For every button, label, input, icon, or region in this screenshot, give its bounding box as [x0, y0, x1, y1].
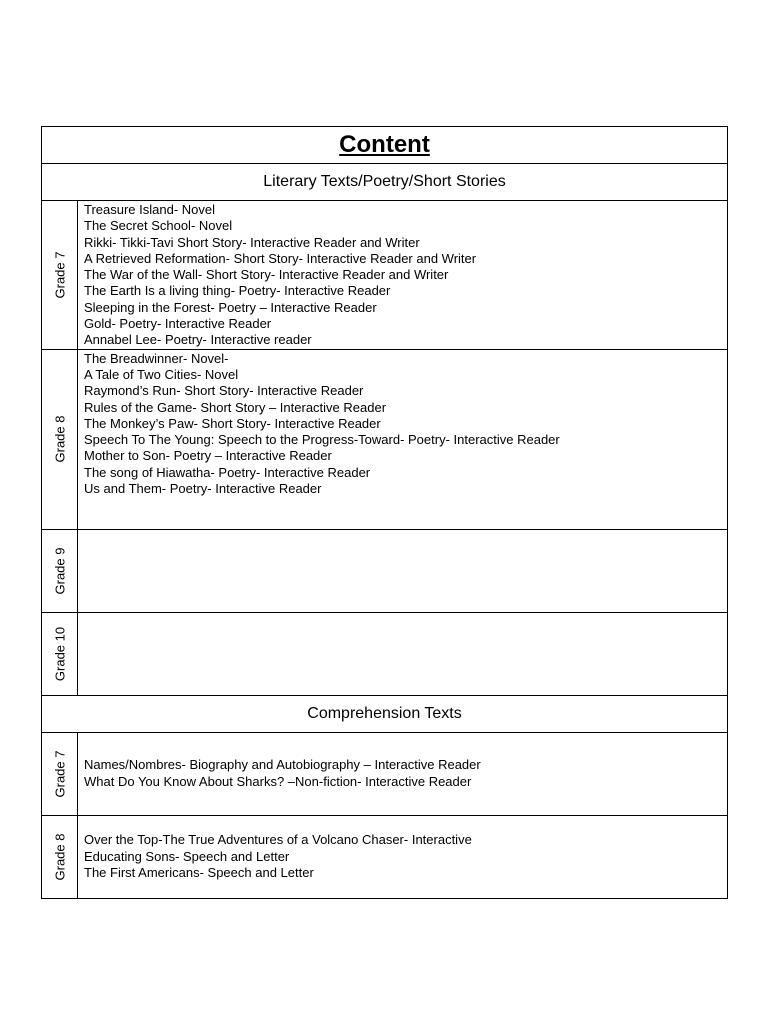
list-item: Names/Nombres- Biography and Autobiography – Interactive Reader — [84, 757, 481, 773]
grade-label: Grade 10 — [52, 626, 67, 681]
list-item: A Retrieved Reformation- Short Story- Interactive Reader and Writer — [84, 250, 477, 266]
list-item: Speech To The Young: Speech to the Progress-Toward- Poetry- Interactive Reader — [84, 432, 560, 448]
section-heading-row — [42, 695, 728, 732]
list-item: The Secret School- Novel — [84, 218, 233, 234]
grade-row-comprehension-grade-8 — [42, 815, 728, 898]
grade-label-cell — [42, 349, 78, 529]
grade-items-cell — [78, 201, 728, 350]
list-item: Us and Them- Poetry- Interactive Reader — [84, 481, 322, 497]
list-item: The Monkey’s Paw- Short Story- Interactive Reader — [84, 415, 381, 431]
list-item: Mother to Son- Poetry – Interactive Reader — [84, 448, 332, 464]
list-item: Annabel Lee- Poetry- Interactive reader — [84, 332, 312, 348]
grade-items-cell — [78, 815, 728, 898]
grade-label: Grade 7 — [52, 251, 67, 299]
section-heading-row — [42, 164, 728, 201]
list-item: Sleeping in the Forest- Poetry – Interactive Reader — [84, 299, 377, 315]
grade-items-cell — [78, 349, 728, 529]
list-item: Over the Top-The True Adventures of a Volcano Chaser- Interactive — [84, 832, 472, 848]
grade-row-literary-grade-10 — [42, 612, 728, 695]
grade-row-comprehension-grade-7 — [42, 732, 728, 815]
grade-label-cell — [42, 815, 78, 898]
list-item: Rikki- Tikki-Tavi Short Story- Interactive Reader and Writer — [84, 234, 420, 250]
grade-label-cell — [42, 732, 78, 815]
grade-row-literary-grade-8 — [42, 349, 728, 529]
list-item: The First Americans- Speech and Letter — [84, 864, 314, 880]
grade-label-cell — [42, 201, 78, 350]
title-row — [42, 127, 728, 164]
grade-row-literary-grade-7 — [42, 201, 728, 350]
grade-label: Grade 7 — [52, 750, 67, 798]
list-item: What Do You Know About Sharks? –Non-fiction- Interactive Reader — [84, 773, 472, 789]
grade-row-literary-grade-9 — [42, 529, 728, 612]
list-item: Gold- Poetry- Interactive Reader — [84, 316, 272, 332]
section-heading-comprehension: Comprehension Texts — [42, 695, 728, 732]
list-item: The War of the Wall- Short Story- Interactive Reader and Writer — [84, 267, 449, 283]
list-item: A Tale of Two Cities- Novel — [84, 366, 239, 382]
section-heading-literary: Literary Texts/Poetry/Short Stories — [42, 164, 728, 201]
content-table — [41, 126, 728, 899]
grade-label: Grade 8 — [52, 415, 67, 463]
grade-label: Grade 8 — [52, 833, 67, 881]
grade-label-cell — [42, 612, 78, 695]
grade-items-cell — [78, 732, 728, 815]
grade-label: Grade 9 — [52, 547, 67, 595]
list-item: The Breadwinner- Novel- — [84, 350, 229, 366]
list-item: The song of Hiawatha- Poetry- Interactive Reader — [84, 464, 371, 480]
list-item: Raymond’s Run- Short Story- Interactive Reader — [84, 383, 364, 399]
document-title: Content — [42, 127, 728, 164]
list-item: Treasure Island- Novel — [84, 202, 216, 217]
list-item: Educating Sons- Speech and Letter — [84, 848, 290, 864]
grade-items-cell — [78, 612, 728, 695]
list-item: The Earth Is a living thing- Poetry- Interactive Reader — [84, 283, 391, 299]
list-item: Rules of the Game- Short Story – Interactive Reader — [84, 399, 387, 415]
grade-label-cell — [42, 529, 78, 612]
grade-items-cell — [78, 529, 728, 612]
